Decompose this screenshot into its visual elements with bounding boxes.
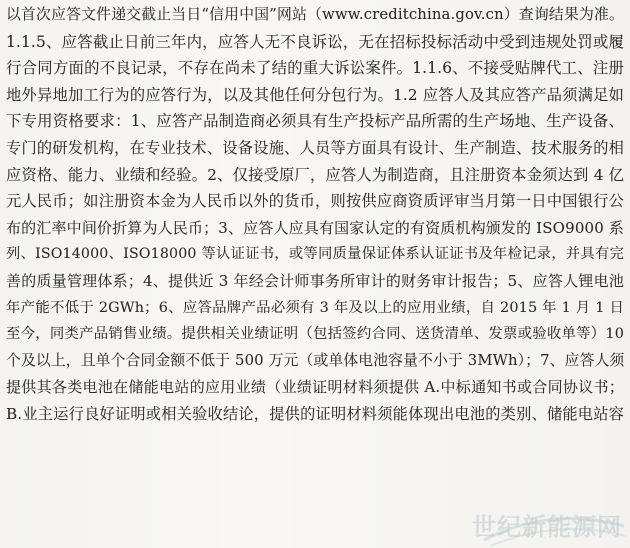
watermark-text: 世纪新能源网: [472, 513, 622, 541]
text-line-10: 列、ISO14000、ISO18000 等认证证书，或等同质量保证体系认证证书及年检记录，并具有完: [6, 246, 624, 263]
text-line-13: 至今，同类产品销售业绩。提供相关业绩证明（包括签约合同、送货清单、发票或验收单等）10: [6, 326, 624, 343]
text-line-11: 善的质量管理体系；4、提供近 3 年经会计师事务所审计的财务审计报告；5、应答人锂电池: [6, 271, 624, 290]
text-line-15: 提供其各类电池在储能电站的应用业绩（业绩证明材料须提供 A.中标通知书或合同协议书；: [6, 378, 624, 397]
text-line-3: 行合同方面的不良记录，不存在尚未了结的重大诉讼案件。1.1.6、不接受贴牌代工、注册: [6, 59, 624, 78]
text-line-16: B.业主运行良好证明或相关验收结论，提供的证明材料须能体现出电池的类别、储能电站容: [6, 404, 624, 423]
text-line-6: 专门的研发机构，在专业技术、设备设施、人员等方面具有设计、生产制造、技术服务的相: [6, 138, 624, 157]
text-line-8: 元人民币；如注册资本金为人民币以外的货币，则按供应商资质评审当月第一日中国银行公: [6, 192, 624, 211]
text-line-5: 下专用资格要求：1、应答产品制造商必须具有生产投标产品所需的生产场地、生产设备、: [6, 112, 624, 131]
text-line-14: 个及以上，且单个合同金额不低于 500 万元（或单体电池容量不小于 3MWh）；7、应答人须: [6, 351, 625, 369]
watermark: [472, 496, 628, 548]
text-line-4: 地外异地加工行为的应答行为，以及其他任何分包行为。1.2 应答人及其应答产品须满足如: [6, 85, 624, 104]
text-line-12: 年产能不低于 2GWh；6、应答品牌产品必须有 3 年及以上的应用业绩，自 2015 年 1 月 1 日: [6, 299, 624, 316]
watermark-swoosh-icon: [480, 496, 628, 548]
document-body: [6, 2, 624, 428]
text-line-9: 布的汇率中间价折算为人民币；3、应答人应具有国家认定的有资质机构颁发的 ISO9000 系: [6, 218, 624, 237]
text-line-2: 1.1.5、应答截止日前三年内，应答人无不良诉讼，无在招标投标活动中受到违规处罚或履: [6, 32, 624, 51]
text-line-7: 应资格、能力、业绩和经验。2、仅接受原厂，应答人为制造商，且注册资本金须达到 4 亿: [6, 165, 624, 184]
text-line-1: 以首次应答文件递交截止当日“信用中国”网站（www.creditchina.gov.cn）查询结果为准。: [6, 6, 624, 23]
